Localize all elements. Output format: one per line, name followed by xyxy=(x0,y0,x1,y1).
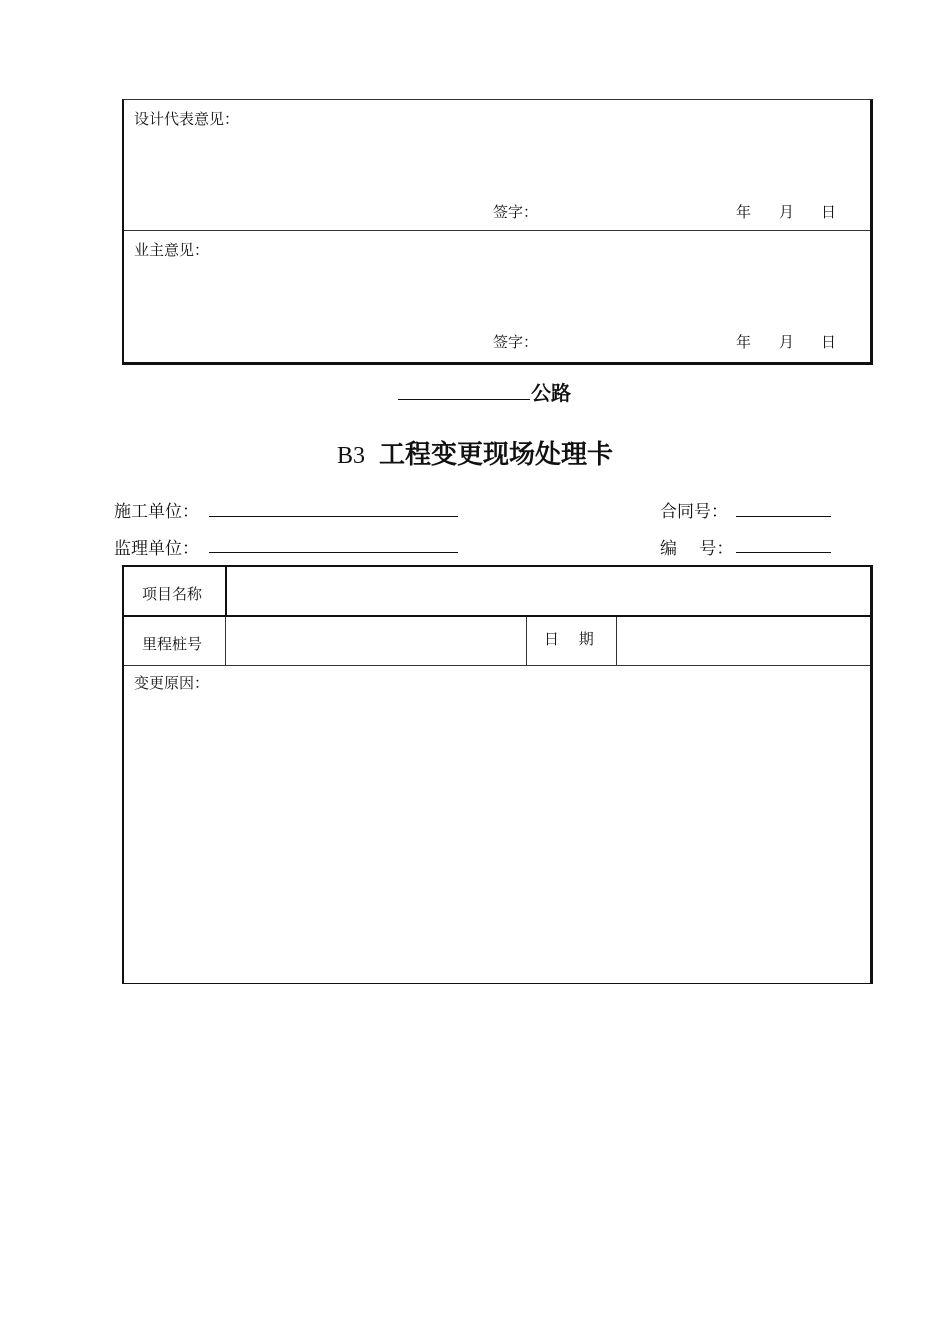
design-rep-opinion-label: 设计代表意见： xyxy=(134,110,240,128)
owner-opinion-label: 业主意见： xyxy=(134,241,210,259)
date-label: 日 期 xyxy=(544,630,594,648)
opinions-table xyxy=(122,99,873,365)
design-rep-sign-label: 签字： xyxy=(493,203,539,221)
owner-day-label: 日 xyxy=(821,333,837,351)
owner-opinion-row xyxy=(124,231,870,360)
project-name-label: 项目名称 xyxy=(142,585,203,603)
contractor-blank xyxy=(209,516,458,517)
col-divider-date-left xyxy=(526,617,527,665)
change-card-table xyxy=(122,565,873,984)
page-title xyxy=(0,434,950,471)
col-divider-project xyxy=(225,567,227,615)
design-rep-opinion-row xyxy=(124,100,870,231)
road-name-blank xyxy=(398,399,530,400)
design-rep-month-label: 月 xyxy=(779,203,795,221)
contract-no-label: 合同号： xyxy=(660,502,728,522)
design-rep-year-label: 年 xyxy=(736,203,752,221)
form-title: 工程变更现场处理卡 xyxy=(379,440,614,470)
contract-no-blank xyxy=(736,516,831,517)
owner-month-label: 月 xyxy=(779,333,795,351)
supervisor-blank xyxy=(209,552,458,553)
supervisor-label: 监理单位： xyxy=(114,539,199,559)
chainage-label: 里程桩号 xyxy=(142,635,203,653)
col-divider-chainage xyxy=(225,617,226,665)
row-divider-2 xyxy=(124,665,870,666)
design-rep-day-label: 日 xyxy=(821,203,837,221)
col-divider-date-right xyxy=(616,617,617,665)
serial-no-blank xyxy=(736,552,831,553)
road-suffix: 公路 xyxy=(531,381,571,405)
change-reason-label: 变更原因： xyxy=(134,674,210,692)
serial-no-label: 编 号： xyxy=(660,539,734,559)
form-code: B3 xyxy=(336,443,365,469)
row-divider-1 xyxy=(124,615,870,617)
contractor-label: 施工单位： xyxy=(114,502,199,522)
owner-year-label: 年 xyxy=(736,333,752,351)
owner-sign-label: 签字： xyxy=(493,333,539,351)
